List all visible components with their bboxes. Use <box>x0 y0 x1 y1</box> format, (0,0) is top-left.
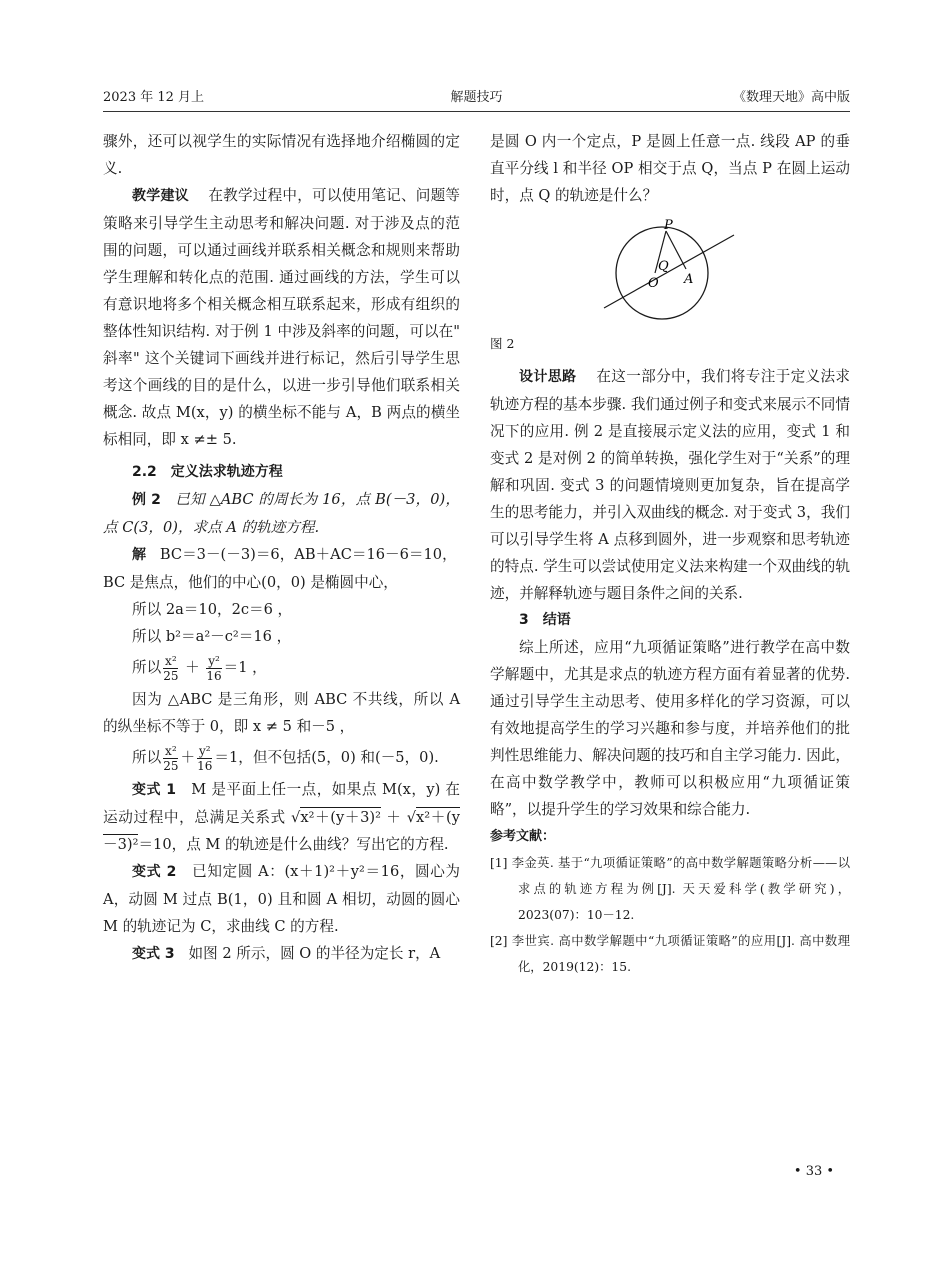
solution-line-3: 所以 2a＝10，2c＝6 ， <box>132 601 293 618</box>
teaching-advice-label: 教学建议 <box>132 188 189 204</box>
plus-sign-2: ＋ <box>180 749 196 766</box>
variant-1-label: 变式 1 <box>132 782 176 798</box>
label-p: P <box>664 218 673 233</box>
so-word-2: 所以 <box>132 749 162 766</box>
label-q: Q <box>658 259 669 274</box>
section-3-heading: 3 结语 <box>519 612 571 628</box>
label-o: O <box>648 276 659 291</box>
running-header <box>103 86 850 108</box>
variant-1-sqrt-2: x²＋(y－3)² <box>103 809 460 853</box>
ellipse-equation <box>103 650 460 686</box>
variant-1-text-a: M 是平面上任一点，如果点 M(x，y) 在运动过程中，总满足关系式 <box>103 781 460 826</box>
variant-3 <box>103 940 460 968</box>
left-paragraph-1: 骤外，还可以视学生的实际情况有选择地介绍椭圆的定义. <box>103 133 460 177</box>
variant-1-text-b: ＝10，点 M 的轨迹是什么曲线？写出它的方程. <box>138 836 449 853</box>
frac-x-den-2: 25 <box>163 758 179 773</box>
solution-line-2: BC 是焦点，他们的中心(0，0) 是椭圆中心， <box>103 574 398 591</box>
fraction-y-2 <box>197 744 212 773</box>
perpendicular-bisector-line <box>604 235 734 308</box>
design-idea-text: 在这一部分中，我们将专注于定义法求轨迹方程的基本步骤. 我们通过例子和变式来展示不同情况下的应用. 例 2 是直接展示定义法的应用，变式 1 和变式 2 是对例 2 的简单转换，强化学生对于“关系”的理解和巩固. 变式 3 的问题情境则更加复杂，旨在提高学生的思考能力，并引入双曲线的概念. 对于变式 3，我们可以引导学生将 A 点移到圆外，进一步观察和思考轨迹的特点. 学生可以尝试使用定义法来构建一个双曲线的轨迹，并解释轨迹与题目条件之间的关系. <box>490 368 850 602</box>
circle-diagram <box>600 209 740 321</box>
frac-y-num: y² <box>208 653 220 668</box>
plus-sign: ＋ <box>185 659 200 676</box>
header-rule <box>103 111 850 112</box>
variant-3-label: 变式 3 <box>132 946 175 962</box>
variant-1-sqrt-1: x²＋(y＋3)² <box>300 809 381 826</box>
frac-x-den: 25 <box>163 668 179 683</box>
conclusion-paragraph: 综上所述，应用“九项循证策略”进行教学在高中数学解题中，尤其是求点的轨迹方程方面有着显著的优势. 通过引导学生主动思考、使用多样化的学习资源，可以有效地提高学生的学习兴趣和参与度，并培养他们的批判性思维能力、解决问题的技巧和自主学习能力. 因此，在高中数学教学中，教师可以积极应用“九项循证策略”，以提升学生的学习效果和综合能力. <box>490 639 850 818</box>
variant-2-label: 变式 2 <box>132 864 177 880</box>
teaching-advice <box>103 182 460 453</box>
solution-line-1 <box>103 541 460 569</box>
figure-2 <box>490 209 850 330</box>
teaching-advice-text: 在教学过程中，可以使用笔记、问题等策略来引导学生主动思考和解决问题. 对于涉及点的范围的问题，可以通过画线并联系相关概念和规则来帮助学生理解和转化点的范围. 通过画线的方法，学生可以有意识地将多个相关概念相互联系起来，形成有组织的整体性知识结构. 对于例 1 中涉及斜率的问题，可以在" 斜率" 这个关键词下画线并进行标记，然后引导学生思考这个画线的目的是什么，以进一步引导他们联系相关概念. 故点 M(x，y) 的横坐标不能与 A，B 两点的横坐标相同，即 x ≠± 5. <box>103 187 460 448</box>
solution-line-4: 所以 b²＝a²－c²＝16 ， <box>132 628 292 645</box>
frac-x-num: x² <box>165 653 177 668</box>
label-a: A <box>684 272 694 287</box>
variant-2-text: 已知定圆 A：(x＋1)²＋y²＝16，圆心为 A，动圆 M 过点 B(1，0) 且和圆 A 相切，动圆的圆心 M 的轨迹记为 C，求曲线 C 的方程. <box>103 863 460 935</box>
references-heading: 参考文献： <box>490 829 556 844</box>
frac-x-num-2: x² <box>165 743 177 758</box>
frac-y-den-2: 16 <box>197 758 213 773</box>
reference-2: [2] 李世宾. 高中数学解题中“九项循证策略”的应用[J]. 高中数理化，2019(12)：15. <box>490 934 850 974</box>
variant-1-plus: ＋ <box>386 809 402 826</box>
example-2-text: 已知 △ABC 的周长为 16，点 B(－3，0)，点 C(3，0)，求点 A 的轨迹方程. <box>103 491 460 536</box>
design-idea <box>490 363 850 607</box>
section-2-2-heading: 2.2 定义法求轨迹方程 <box>132 464 283 480</box>
fraction-x <box>163 654 178 683</box>
right-column <box>490 128 850 980</box>
frac-y-num-2: y² <box>198 743 211 758</box>
example-2-label: 例 2 <box>132 492 161 508</box>
page-number: • 33 • <box>793 1164 835 1179</box>
variant-1: 变式 1 M 是平面上任一点，如果点 M(x，y) 在运动过程中，总满足关系式 √x²＋(y＋3)² ＋ √x²＋(y－3)²＝10，点 M 的轨迹是什么曲线？写出它的方程. <box>103 781 460 853</box>
variant-3-continued: 是圆 O 内一个定点，P 是圆上任意一点. 线段 AP 的垂直平分线 l 和半径 OP 相交于点 Q，当点 P 在圆上运动时，点 Q 的轨迹是什么？ <box>490 133 850 204</box>
fraction-x-2 <box>163 744 178 773</box>
frac-y-den: 16 <box>206 668 222 683</box>
ellipse-equation-final <box>103 740 460 776</box>
left-column <box>103 128 460 968</box>
eq-tail: ＝1 ， <box>223 659 267 676</box>
variant-2 <box>103 858 460 940</box>
variant-3-text: 如图 2 所示，圆 O 的半径为定长 r，A <box>188 945 441 962</box>
header-journal: 《数理天地》高中版 <box>732 90 850 105</box>
example-2 <box>103 486 460 541</box>
header-date: 2023 年 12 月上 <box>103 90 205 105</box>
segment-ap <box>666 231 686 269</box>
so-word: 所以 <box>132 659 162 676</box>
solution-label: 解 <box>132 547 146 563</box>
solution-line-1-text: BC＝3－(－3)＝6，AB＋AC＝16－6＝10， <box>159 546 457 563</box>
reference-1: [1] 李金英. 基于“九项循证策略”的高中数学解题策略分析——以求点的轨迹方程为例[J]. 天天爱科学(教学研究)，2023(07)：10－12. <box>490 856 850 922</box>
eq-tail-2: ＝1，但不包括(5，0) 和(－5，0). <box>214 749 439 766</box>
header-section: 解题技巧 <box>450 90 503 105</box>
design-idea-label: 设计思路 <box>519 369 577 385</box>
figure-2-caption: 图 2 <box>490 336 515 351</box>
fraction-y <box>206 654 221 683</box>
solution-text-2: 因为 △ABC 是三角形，则 ABC 不共线，所以 A 的纵坐标不等于 0，即 x ≠ 5 和－5 ， <box>103 691 460 735</box>
